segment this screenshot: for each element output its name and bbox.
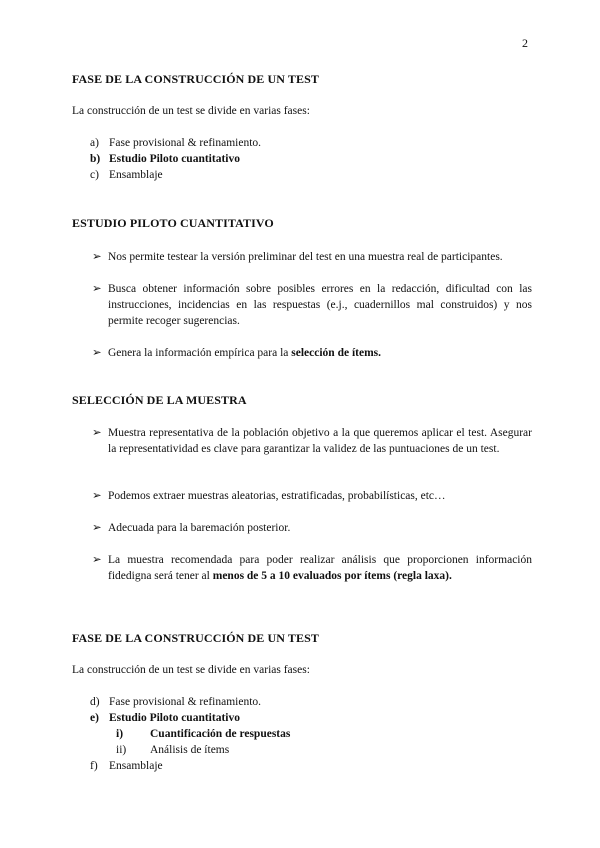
list-item-text: Cuantificación de respuestas — [150, 728, 291, 740]
list-item — [90, 169, 163, 181]
arrow-bullet-icon: ➢ — [92, 554, 102, 566]
list-item-text: Fase provisional & refinamiento. — [109, 696, 262, 708]
bullet-text: Muestra representativa de la población objetivo a la que queremos aplicar el test. Asegurar la representatividad es clave para garantizar la validez de las puntuaciones de un test. — [108, 427, 532, 455]
bullet-item — [92, 520, 532, 536]
bullet-text — [108, 345, 532, 361]
bullet-item — [92, 552, 532, 584]
page-number: 2 — [522, 36, 528, 50]
bullet-text: Adecuada para la baremación posterior. — [108, 522, 291, 534]
bullet-text-bold: menos de 5 a 10 evaluados por ítems (regla laxa). — [212, 570, 452, 582]
list-item — [90, 712, 240, 724]
list-marker: ii) — [116, 744, 127, 756]
arrow-bullet-icon: ➢ — [92, 490, 102, 502]
bullet-text: Podemos extraer muestras aleatorias, estratificadas, probabilísticas, etc… — [108, 490, 446, 502]
list-marker: b) — [90, 153, 101, 165]
list-item-text: Estudio Piloto cuantitativo — [109, 153, 240, 165]
bullet-text-plain: La muestra recomendada para poder realizar análisis que proporcionen información fidedigna será tener al — [108, 554, 532, 582]
list-marker: d) — [90, 696, 100, 708]
bullet-text-plain: Genera la información empírica para la — [108, 347, 292, 359]
arrow-bullet-icon: ➢ — [92, 347, 102, 359]
arrow-bullet-icon: ➢ — [92, 283, 102, 295]
bullet-item — [92, 488, 532, 504]
list-item-text: Fase provisional & refinamiento. — [109, 137, 262, 149]
bullet-text-bold: selección de ítems. — [291, 347, 382, 359]
section-heading-construction: FASE DE LA CONSTRUCCIÓN DE UN TEST — [72, 631, 320, 645]
bullet-text: Busca obtener información sobre posibles errores en la redacción, dificultad con las instrucciones, incidencias en las respuestas (e.j., cuadernillos mal construidos) y nos permite recoger sugerencias. — [108, 283, 532, 327]
list-marker: e) — [90, 712, 99, 724]
bullet-item — [92, 281, 532, 329]
intro-paragraph: La construcción de un test se divide en varias fases: — [72, 105, 310, 117]
bullet-item — [92, 425, 532, 457]
arrow-bullet-icon: ➢ — [92, 251, 102, 263]
bullet-item — [92, 345, 532, 361]
list-item-text: Análisis de ítems — [150, 744, 230, 756]
list-item-text: Ensamblaje — [109, 169, 163, 181]
sub-list-item — [116, 728, 290, 740]
section-heading-pilot-study: ESTUDIO PILOTO CUANTITATIVO — [72, 216, 274, 230]
section-heading-construction: FASE DE LA CONSTRUCCIÓN DE UN TEST — [72, 72, 320, 86]
list-item-text: Ensamblaje — [109, 760, 163, 772]
bullet-text: Nos permite testear la versión preliminar del test en una muestra real de participantes. — [108, 251, 503, 263]
list-item — [90, 137, 261, 149]
list-marker: c) — [90, 169, 99, 181]
arrow-bullet-icon: ➢ — [92, 427, 102, 439]
list-item — [90, 153, 240, 165]
list-item — [90, 760, 163, 772]
list-marker: f) — [90, 760, 98, 772]
section-heading-sample-selection: SELECCIÓN DE LA MUESTRA — [72, 393, 247, 407]
list-item-text: Estudio Piloto cuantitativo — [109, 712, 240, 724]
intro-paragraph: La construcción de un test se divide en varias fases: — [72, 664, 310, 676]
sub-list-item — [116, 744, 229, 756]
bullet-text — [108, 552, 532, 584]
list-item — [90, 696, 261, 708]
list-marker: i) — [116, 728, 124, 740]
bullet-item — [92, 249, 532, 265]
list-marker: a) — [90, 137, 99, 149]
arrow-bullet-icon: ➢ — [92, 522, 102, 534]
